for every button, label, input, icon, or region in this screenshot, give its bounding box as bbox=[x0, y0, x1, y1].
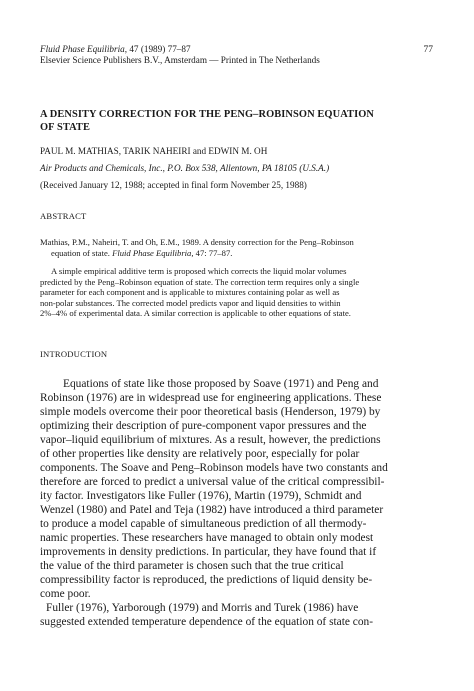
body-line: optimizing their description of pure-component vapor pressures and the bbox=[40, 420, 367, 432]
abstract-line: parameter for each component and is applicable to mixtures containing polar as well as bbox=[40, 287, 340, 298]
body-line: Equations of state like those proposed by Soave (1971) and Peng and bbox=[63, 378, 379, 390]
abstract-line: predicted by the Peng–Robinson equation of state. The correction term requires only a single bbox=[40, 276, 360, 287]
title-line-1: A DENSITY CORRECTION FOR THE PENG–ROBINSON EQUATION bbox=[40, 109, 374, 120]
body-line: the value of the third parameter is chosen such that the true critical bbox=[40, 560, 344, 572]
body-line: components. The Soave and Peng–Robinson models have two constants and bbox=[40, 462, 388, 474]
journal-citation-line bbox=[40, 44, 440, 55]
body-line: of other properties like density are relatively poor, especially for polar bbox=[40, 448, 360, 460]
body-line: therefore are forced to predict a universal value of the critical compressibil- bbox=[40, 476, 385, 488]
introduction-body bbox=[40, 377, 437, 629]
received-dates: (Received January 12, 1988; accepted in final form November 25, 1988) bbox=[40, 180, 307, 190]
body-line: namic properties. These researchers have managed to obtain only modest bbox=[40, 532, 374, 544]
body-line: simple models overcome their poor theoretical basis (Henderson, 1979) by bbox=[40, 406, 381, 418]
body-line: ity factor. Investigators like Fuller (1976), Martin (1979), Schmidt and bbox=[40, 490, 362, 502]
paper-title bbox=[40, 108, 440, 134]
abstract-citation bbox=[40, 237, 436, 258]
body-line: Wenzel (1980) and Patel and Teja (1982) have introduced a third parameter bbox=[40, 504, 384, 516]
abstract-line: A simple empirical additive term is proposed which corrects the liquid molar volumes bbox=[51, 266, 347, 276]
citation-line-1: Mathias, P.M., Naheiri, T. and Oh, E.M., 1989. A density correction for the Peng–Robinson bbox=[40, 237, 354, 247]
body-line: Robinson (1976) are in widespread use for engineering applications. These bbox=[40, 392, 382, 404]
body-line: compressibility factor is reproduced, the predictions of liquid density be- bbox=[40, 574, 373, 586]
affiliation: Air Products and Chemicals, Inc., P.O. Box 538, Allentown, PA 18105 (U.S.A.) bbox=[40, 163, 330, 173]
body-line: to produce a model capable of simultaneous prediction of all thermody- bbox=[40, 518, 367, 530]
title-line-2: OF STATE bbox=[40, 122, 90, 133]
body-line: vapor–liquid equilibrium of mixtures. As a result, however, the predictions bbox=[40, 434, 381, 446]
body-line: improvements in density predictions. In particular, they have found that if bbox=[40, 546, 377, 558]
abstract-line: non-polar substances. The corrected model predicts vapor and liquid densities to within bbox=[40, 297, 341, 308]
body-line: suggested extended temperature dependence of the equation of state con- bbox=[40, 616, 374, 628]
journal-header bbox=[40, 44, 440, 66]
authors: PAUL M. MATHIAS, TARIK NAHEIRI and EDWIN M. OH bbox=[40, 146, 268, 156]
citation-journal: Fluid Phase Equilibria, bbox=[112, 247, 194, 258]
journal-name: Fluid Phase Equilibria, bbox=[40, 44, 128, 54]
page-number: 77 bbox=[423, 45, 433, 55]
citation-plain: equation of state. bbox=[51, 247, 113, 258]
introduction-heading: INTRODUCTION bbox=[40, 349, 108, 359]
publisher-line: Elsevier Science Publishers B.V., Amsterdam — Printed in The Netherlands bbox=[40, 55, 320, 65]
body-line: Fuller (1976), Yarborough (1979) and Morris and Turek (1986) have bbox=[46, 602, 359, 614]
citation-pages: 47: 77–87. bbox=[193, 247, 233, 258]
abstract-line: 2%–4% of experimental data. A similar correction is applicable to other equations of state. bbox=[40, 308, 351, 319]
citation-line-2 bbox=[40, 248, 436, 259]
body-line: come poor. bbox=[40, 588, 91, 600]
journal-volume: 47 (1989) 77–87 bbox=[127, 44, 191, 54]
abstract-heading: ABSTRACT bbox=[40, 211, 87, 221]
abstract-body bbox=[40, 266, 436, 319]
